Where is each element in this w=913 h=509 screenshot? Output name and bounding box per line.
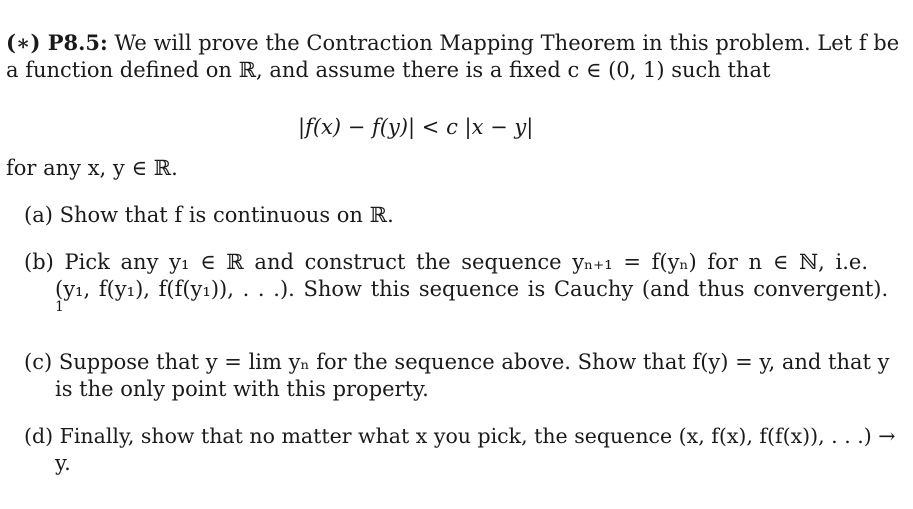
- part-b-line-2: (y₁, f(y₁), f(f(y₁)), . . .). Show this sequence is Cauchy (and thus convergent).: [55, 277, 889, 301]
- part-a-line-1: Show that f is continuous on ℝ.: [59, 203, 394, 227]
- part-d: [24, 424, 895, 448]
- part-d-line-2: y.: [55, 451, 71, 475]
- part-c-line-1: Suppose that y = lim yₙ for the sequence above. Show that f(y) = y, and that y: [58, 350, 890, 374]
- part-b-line-1: Pick any y₁ ∈ ℝ and construct the sequence yₙ₊₁ = f(yₙ) for n ∈ ℕ, i.e.: [64, 250, 869, 274]
- intro-line-1-text: We will prove the Contraction Mapping Theorem in this problem. Let f be: [114, 31, 900, 55]
- part-a-marker: (a): [24, 203, 53, 227]
- page-number: 1: [55, 299, 64, 315]
- part-b-marker: (b): [24, 250, 54, 274]
- intro-line-2: a function defined on ℝ, and assume there is a fixed c ∈ (0, 1) such that: [6, 58, 771, 82]
- part-c: [24, 350, 889, 374]
- part-b: [24, 250, 868, 274]
- part-d-line-1: Finally, show that no matter what x you pick, the sequence (x, f(x), f(f(x)), . . .) →: [59, 424, 896, 448]
- intro-line-1: [6, 31, 899, 55]
- part-c-marker: (c): [24, 350, 53, 374]
- problem-label: (∗) P8.5:: [6, 30, 108, 55]
- part-a: [24, 203, 394, 227]
- part-d-marker: (d): [24, 424, 54, 448]
- contraction-equation: |f(x) − f(y)| < c |x − y|: [298, 115, 534, 139]
- part-c-line-2: is the only point with this property.: [55, 377, 429, 401]
- after-equation-line: for any x, y ∈ ℝ.: [6, 156, 178, 180]
